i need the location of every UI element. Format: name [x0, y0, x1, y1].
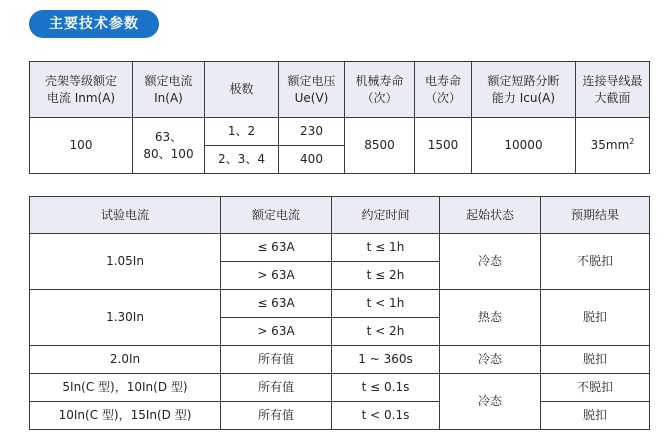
mechanical-life-cell: 8500 [345, 118, 415, 174]
agreed-time-cell: t < 1h [332, 290, 440, 318]
expected-result-cell: 不脱扣 [541, 234, 650, 290]
frame-current-cell: 100 [30, 118, 133, 174]
test-current-cell: 10In(C 型)，15In(D 型) [30, 402, 221, 430]
header-rated-voltage: 额定电压 Ue(V) [279, 62, 345, 118]
max-section-cell: $35mm^2$ [576, 118, 650, 174]
header-max-section: 连接导线最 大截面 [576, 62, 650, 118]
test-current-cell: 5In(C 型)，10In(D 型) [30, 374, 221, 402]
table-row [30, 234, 650, 262]
poles-cell: 1、2 [205, 118, 279, 146]
initial-state-cell: 冷态 [440, 374, 541, 430]
header-rated-current: 额定电流 [221, 197, 332, 234]
header-initial-state: 起始状态 [440, 197, 541, 234]
agreed-time-cell: t < 2h [332, 318, 440, 346]
trip-test-table [29, 196, 650, 430]
table-row [30, 402, 650, 430]
agreed-time-cell: t ≤ 0.1s [332, 374, 440, 402]
header-test-current: 试验电流 [30, 197, 221, 234]
header-expected-result: 预期结果 [541, 197, 650, 234]
test-current-cell: 1.30In [30, 290, 221, 346]
header-breaking-capacity: 额定短路分断 能力 Icu(A) [472, 62, 576, 118]
trip-header-row [30, 197, 650, 234]
section-title: 主要技术参数 [29, 10, 159, 38]
agreed-time-cell: t ≤ 2h [332, 262, 440, 290]
expected-result-cell: 脱扣 [541, 402, 650, 430]
poles-cell: 2、3、4 [205, 146, 279, 174]
voltage-cell: 400 [279, 146, 345, 174]
table-row [30, 346, 650, 374]
expected-result-cell: 不脱扣 [541, 374, 650, 402]
initial-state-cell: 冷态 [440, 346, 541, 374]
rated-current-cell: 所有值 [221, 402, 332, 430]
table-row [30, 290, 650, 318]
test-current-cell: 2.0In [30, 346, 221, 374]
agreed-time-cell: t < 0.1s [332, 402, 440, 430]
rated-current-cell: 所有值 [221, 346, 332, 374]
initial-state-cell: 冷态 [440, 234, 541, 290]
expected-result-cell: 脱扣 [541, 346, 650, 374]
header-poles: 极数 [205, 62, 279, 118]
spec-table [29, 61, 650, 174]
breaking-capacity-cell: 10000 [472, 118, 576, 174]
header-electrical-life: 电寿命 （次） [415, 62, 472, 118]
rated-current-cell: > 63A [221, 318, 332, 346]
header-rated-current: 额定电流 In(A) [133, 62, 205, 118]
agreed-time-cell: t ≤ 1h [332, 234, 440, 262]
electrical-life-cell: 1500 [415, 118, 472, 174]
header-frame-current: 壳架等级额定 电流 Inm(A) [30, 62, 133, 118]
agreed-time-cell: 1 ~ 360s [332, 346, 440, 374]
rated-current-cell: ≤ 63A [221, 290, 332, 318]
test-current-cell: 1.05In [30, 234, 221, 290]
rated-current-cell: 63、 80、100 [133, 118, 205, 174]
rated-current-cell: ≤ 63A [221, 234, 332, 262]
header-agreed-time: 约定时间 [332, 197, 440, 234]
rated-current-cell: 所有值 [221, 374, 332, 402]
voltage-cell: 230 [279, 118, 345, 146]
initial-state-cell: 热态 [440, 290, 541, 346]
spec-row [30, 118, 650, 146]
expected-result-cell: 脱扣 [541, 290, 650, 346]
header-mechanical-life: 机械寿命 （次） [345, 62, 415, 118]
table-row [30, 374, 650, 402]
rated-current-cell: > 63A [221, 262, 332, 290]
spec-header-row [30, 62, 650, 118]
